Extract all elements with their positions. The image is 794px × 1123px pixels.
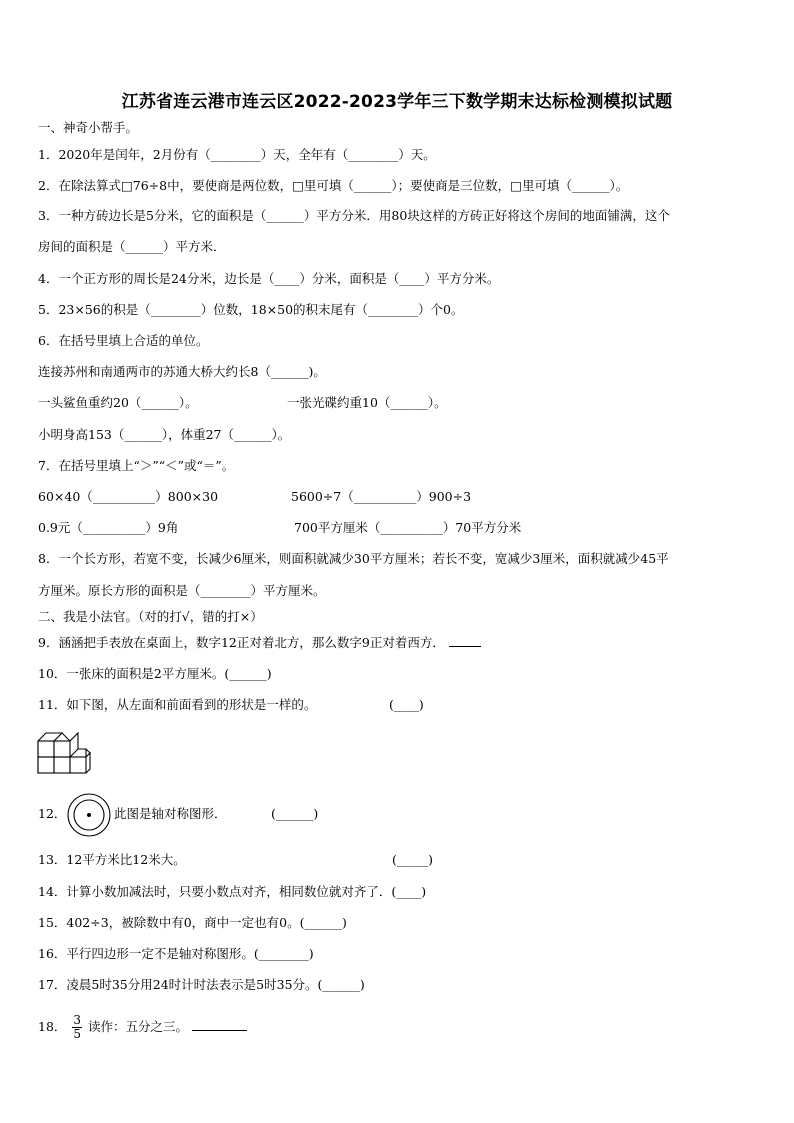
question-15: 15．402÷3，被除数中有0，商中一定也有0。(______) <box>38 915 347 930</box>
question-12-answer: (______) <box>271 806 319 821</box>
question-17: 17．凌晨5时35分用24时计时法表示是5时35分。(______) <box>38 977 365 992</box>
question-18 <box>38 1014 247 1041</box>
question-7-item-b1: 0.9元（__________）9角 <box>38 520 179 535</box>
answer-blank-9 <box>449 636 481 647</box>
question-12: 此图是轴对称图形． <box>114 806 227 821</box>
question-11: 11．如下图，从左面和前面看到的形状是一样的。 <box>38 697 317 712</box>
question-1: 1．2020年是闰年，2月份有（________）天，全年有（________）天。 <box>38 147 436 162</box>
question-18-number: 18． <box>38 1019 67 1034</box>
question-6-item-a: 连接苏州和南通两市的苏通大桥大约长8（______)。 <box>38 364 326 379</box>
question-13: 13．12平方米比12米大。 <box>38 852 186 867</box>
question-18-text: 读作：五分之三。 <box>88 1019 189 1034</box>
question-12-number: 12． <box>38 806 67 821</box>
cube-stack-figure <box>36 727 92 777</box>
answer-blank-18 <box>192 1020 247 1031</box>
question-7-item-a1: 60×40（__________）800×30 <box>38 489 219 504</box>
question-6-item-b2: 一张光碟约重10（______）。 <box>287 395 447 410</box>
fraction-denominator: 5 <box>73 1027 82 1041</box>
fraction <box>72 1014 82 1041</box>
question-2: 2．在除法算式□76÷8中，要使商是两位数，□里可填（______）；要使商是三位数，□里可填（______）。 <box>38 178 629 193</box>
question-6-item-b1: 一头鲨鱼重约20（______）。 <box>38 395 198 410</box>
section-1-heading: 一、神奇小帮手。 <box>38 120 139 135</box>
question-16: 16．平行四边形一定不是轴对称图形。(________) <box>38 946 314 961</box>
concentric-circles-figure <box>66 792 112 838</box>
question-4: 4．一个正方形的周长是24分米，边长是（____）分米，面积是（____）平方分米。 <box>38 271 500 286</box>
question-3-line-1: 3．一种方砖边长是5分米，它的面积是（______）平方分米．用80块这样的方砖正好将这个房间的地面铺满，这个 <box>38 208 670 223</box>
question-13-answer: (_____) <box>392 852 434 867</box>
section-2-heading: 二、我是小法官。（对的打√，错的打×） <box>38 609 263 624</box>
question-7: 7．在括号里填上“＞”“＜”或“＝”。 <box>38 458 235 473</box>
question-9-text: 9．涵涵把手表放在桌面上，数字12正对着北方，那么数字9正对着西方． <box>38 635 445 650</box>
question-3-line-2: 房间的面积是（______）平方米． <box>38 239 226 254</box>
question-6-item-c: 小明身高153（______），体重27（______）。 <box>38 427 291 442</box>
question-10: 10．一张床的面积是2平方厘米。(______) <box>38 666 272 681</box>
question-11-answer: (____) <box>389 697 424 712</box>
page-title: 江苏省连云港市连云区2022-2023学年三下数学期末达标检测模拟试题 <box>121 92 673 112</box>
question-14: 14．计算小数加减法时，只要小数点对齐，相同数位就对齐了．(____) <box>38 884 427 899</box>
question-7-item-a2: 5600÷7（__________）900÷3 <box>291 489 472 504</box>
question-8-line-2: 方厘米。原长方形的面积是（________）平方厘米。 <box>38 583 326 598</box>
question-8-line-1: 8．一个长方形，若宽不变，长减少6厘米，则面积就减少30平方厘米；若长不变，宽减少3厘米，面积就减少45平 <box>38 551 669 566</box>
question-5: 5．23×56的积是（________）位数，18×50的积末尾有（________）个0。 <box>38 302 464 317</box>
question-7-item-b2: 700平方厘米（__________）70平方分米 <box>294 520 522 535</box>
question-6: 6．在括号里填上合适的单位。 <box>38 333 209 348</box>
fraction-numerator: 3 <box>73 1013 82 1027</box>
question-9 <box>38 635 481 651</box>
